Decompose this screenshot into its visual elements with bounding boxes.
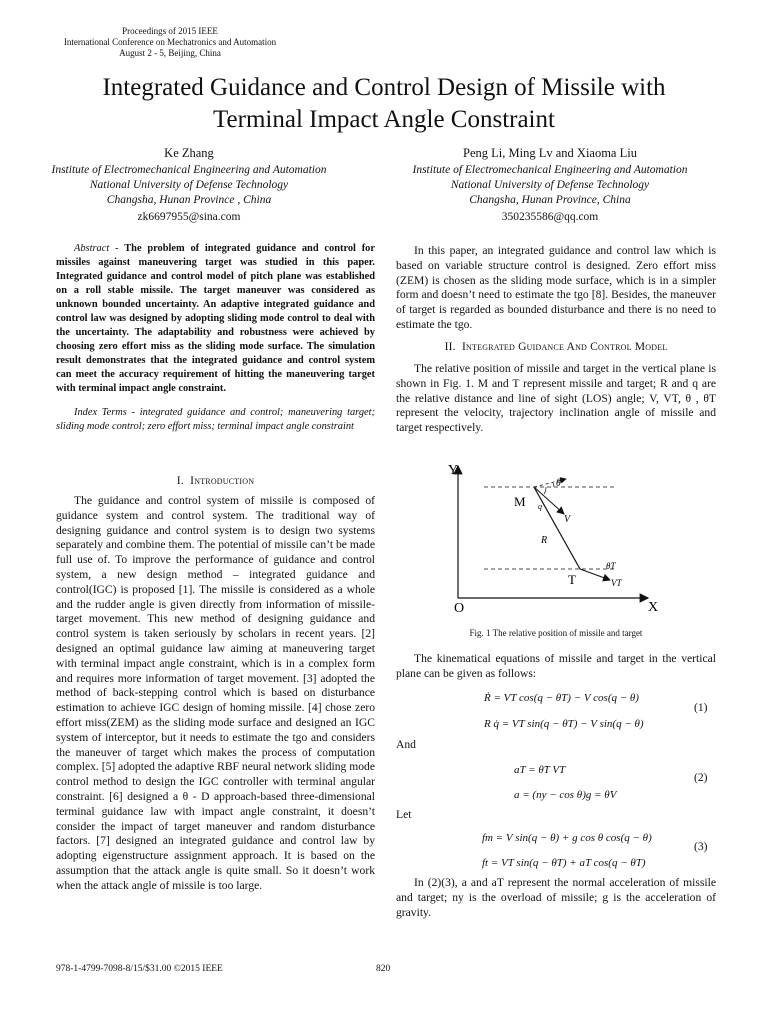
author-affiliation-2: National University of Defense Technology [450,179,650,191]
author-affiliation-1: Institute of Electromechanical Engineering and Automation [51,164,327,176]
los-angle-label: q [538,502,542,511]
introduction-paragraph: The guidance and control system of missile is composed of guidance system and control system. The traditional way of designing guidance and control system is to design two systems separately and combine them. The potential of missile can’t be made full use of. To improve the performance of guidance and control system, a new design method – integrated guidance and control(IGC) is proposed [1]. The missile is considered as a whole and the rudder angle is given directly from information of missile-target movement. This new method of designing guidance and control system is taken seriously by scholars in recent years. [2] designed an optimal guidance law aiming at maneuvering target with terminal impact angle constraint, which is in a complex form and requires more information of target movement. [3] adopted the method of back-stepping control which is based on disturbance estimation to achieve IGC design of homing missile. [4] chose zero effort miss(ZEM) as the sliding mode surface and designed an IGC system of interceptor, but it needs to estimate the tgo and considers the maneuver of target which makes the process of computation complex. [5] adopted the adaptive RBF neural network sliding mode control method to design the IGC controller with terminal angular constraint. [6] designed a θ - D approach-based three-dimensional terminal guidance law with impact angle constraint, it doesn’t consider the impact of target maneuver and random disturbance factors. [7] designed an integrated guidance and control law by adopting eigenstructure assignment approach. It is based on the assumption that the attack angle is quite small. So it doesn’t work when the attack angle of missile is too large. [56,494,375,892]
abstract-text: The problem of integrated guidance and control for missiles against maneuvering target was studied in this paper. Integrated guidance and control model of pitch plane was established on a roll stable missile. The target maneuver was considered as unknown bounded uncertainty. An adaptive integrated guidance and control law was designed by adopting sliding mode control to deal with the uncertainty. The adaptability and robustness were achieved by choosing zero effort miss as the sliding mode surface. The simulation result demonstrates that the integrated guidance and control system can meet the accuracy requirement of hitting the maneuvering target with terminal impact angle constraint. [56,243,375,394]
velocity-label: V [564,514,571,525]
proceedings-line-3: August 2 - 5, Beijing, China [119,48,221,58]
author-affiliation-2: National University of Defense Technology [89,179,289,191]
theta-label: θ [556,478,561,489]
los-angle-arc [544,487,546,494]
author-affiliation-3: Changsha, Hunan Province , China [106,194,272,206]
let-text: Let [396,808,412,821]
origin-label: O [454,601,465,616]
proceedings-line-2: International Conference on Mechatronics and Automation [63,37,277,47]
section-number: II. [444,340,456,353]
section-heading-model [396,340,716,353]
author-block-1 [24,146,354,225]
abstract [56,242,375,396]
equation-2b: a = (ny − cos θ)g = θ̇V [514,789,617,801]
author-affiliation-1: Institute of Electromechanical Engineering and Automation [412,164,688,176]
line-of-sight [534,487,580,569]
equation-3b: ft = VT sin(q − θT) + aT cos(q − θT) [482,857,646,869]
right-intro-paragraph: In this paper, an integrated guidance and control law which is based on variable structure control is designed. Zero effort miss (ZEM) is chosen as the sliding mode surface, which is in a simpler form and doesn’t need to estimate the tgo [8]. Besides, the maneuver of target is regarded as bounded disturbance and there is no need to estimate the tgo. [396,244,716,331]
missile-label: M [514,494,526,509]
author-block-2 [385,146,715,225]
introduction-body [56,494,375,894]
right-intro-body [396,244,716,333]
theta-angle-arc [553,483,554,487]
author-email[interactable]: 350235586@qq.com [501,211,599,223]
author-name: Peng Li, Ming Lv and Xiaoma Liu [463,146,637,160]
proceedings-line-1: Proceedings of 2015 IEEE [122,26,218,36]
and-text: And [396,738,416,751]
proceedings-header [40,26,300,59]
model-body [396,362,716,436]
index-terms: Index Terms - integrated guidance and control; maneuvering target; sliding mode control; zero effort miss; terminal impact angle constraint [56,407,375,432]
section-title: Integrated Guidance And Control Model [462,340,668,353]
y-axis-label: Y [448,463,459,478]
target-theta-label: θT [606,561,616,571]
author-affiliation-3: Changsha, Hunan Province, China [469,194,631,206]
closing-paragraph: In (2)(3), a and aT represent the normal acceleration of missile and target; ny is the overload of missile; g is the acceleration of gravity. [396,876,716,919]
kinematics-body [396,652,716,682]
theta-direction-line [534,479,566,487]
equation-3-number: (3) [694,840,708,853]
section-heading-introduction [56,474,375,487]
figure-caption: Fig. 1 The relative position of missile and target [469,628,643,638]
page-number: 820 [376,964,391,974]
equation-1-number: (1) [694,701,708,714]
paper-title [20,72,748,136]
equation-3a: fm = V sin(q − θ) + g cos θ cos(q − θ) [482,832,652,844]
closing-body [396,876,716,920]
equation-2-number: (2) [694,771,708,784]
target-label: T [568,572,576,587]
abstract-lead: Abstract - [74,243,125,254]
author-name: Ke Zhang [164,146,214,160]
equation-2a: aT = θ̇T VT [514,764,566,776]
section-number: I. [176,474,184,487]
equation-1a: Ṙ = VT cos(q − θT) − V cos(q − θ) [484,692,639,704]
model-paragraph: The relative position of missile and target in the vertical plane is shown in Fig. 1. M and T represent missile and target; R and q are the relative distance and line of sight (LOS) angle; V, VT, θ , θT represent the velocity, trajectory inclination angle of missile and target respectively. [396,362,716,435]
target-velocity-label: VT [611,578,622,588]
figure-missile-target-geometry [396,456,716,626]
title-line-2: Terminal Impact Angle Constraint [213,106,555,133]
kinematics-paragraph: The kinematical equations of missile and target in the vertical plane can be given as follows: [396,652,716,680]
footer-copyright: 978-1-4799-7098-8/15/$31.00 ©2015 IEEE [56,964,223,974]
range-label: R [541,535,548,546]
x-axis-label: X [648,600,659,615]
section-title: Introduction [190,474,255,487]
equation-1b: R q̇ = VT sin(q − θT) − V sin(q − θ) [484,718,644,730]
author-email[interactable]: zk6697955@sina.com [137,211,241,223]
title-line-1: Integrated Guidance and Control Design of Missile with [102,74,666,101]
